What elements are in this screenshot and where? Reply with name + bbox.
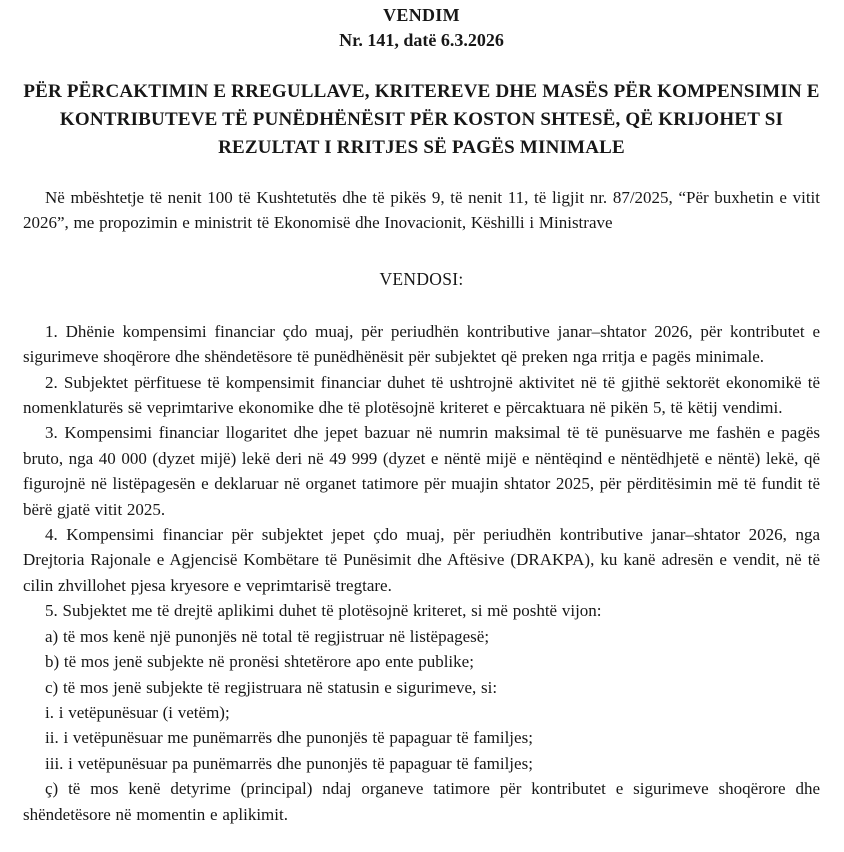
decision-item-4: 4. Kompensimi financiar për subjektet jepet çdo muaj, për periudhën kontributive janar–shtator 2026, nga Drejtoria Rajonale e Agjencisë Kombëtare të Punësimit dhe Aftësive (DRAKPA), ku kanë adresën e vendit, në të cilin zhvillohet pjesa kryesore e veprimtarisë tregtare. (23, 525, 820, 595)
decision-subitem-c: c) të mos jenë subjekte të regjistruara në statusin e sigurimeve, si: (45, 677, 498, 697)
decision-item-3: 3. Kompensimi financiar llogaritet dhe jepet bazuar në numrin maksimal të të punësuarve me fashën e pagës bruto, nga 40 000 (dyzet mijë) lekë deri në 49 999 (dyzet e nëntë mijë e nëntëqind e nëntëdhjetë e nëntë) lekë, që figurojnë në listëpagesën e deklaruar në organet tatimore për muajin shtator 2025, për përditësimin më të fundit të bërë gjatë vitit 2025. (23, 423, 820, 519)
decision-subitem-c-iii: iii. i vetëpunësuar pa punëmarrës dhe punonjës të papaguar të familjes; (45, 753, 533, 773)
decision-item-5: 5. Subjektet me të drejtë aplikimi duhet të plotësojnë kriteret, si më poshtë vijon: (45, 601, 602, 621)
decision-subitem-c-cedilla: ç) të mos kenë detyrime (principal) ndaj organeve tatimore për kontributet e sigurimeve shoqërore dhe shëndetësore në momentin e aplikimit. (23, 779, 820, 824)
decision-subitem-c-i: i. i vetëpunësuar (i vetëm); (45, 702, 230, 722)
decision-item-2: 2. Subjektet përfituese të kompensimit financiar duhet të ushtrojnë aktivitet në të gjithë sektorët ekonomikë të nomenklaturës së veprimtarive ekonomike dhe të plotësojnë kriteret e përcaktuara në pikën 5, të këtij vendimi. (23, 372, 820, 418)
decision-item-1: 1. Dhënie kompensimi financiar çdo muaj, për periudhën kontributive janar–shtator 2026, për kontributet e sigurimeve shoqërore dhe shëndetësore të punëdhënësit për subjektet që preken nga rritja e pagës minimale. (23, 321, 820, 367)
decision-title: PËR PËRCAKTIMIN E RREGULLAVE, KRITEREVE DHE MASËS PËR KOMPENSIMIN E KONTRIBUTEVE TË PUNËDHËNËSIT PËR KOSTON SHTESË, QË KRIJOHET SI REZULTAT I RRITJES SË PAGËS MINIMALE (23, 81, 820, 158)
decision-subitem-b: b) të mos jenë subjekte në pronësi shtetërore apo ente publike; (45, 652, 474, 672)
document-type-heading: VENDIM (383, 5, 460, 25)
decision-subitem-c-ii: ii. i vetëpunësuar me punëmarrës dhe punonjës të papaguar të familjes; (45, 728, 533, 748)
decision-number-date: Nr. 141, datë 6.3.2026 (339, 30, 504, 50)
preamble-paragraph: Në mbështetje të nenit 100 të Kushtetutës dhe të pikës 9, të nenit 11, të ligjit nr. 87/2025, “Për buxhetin e vitit 2026”, me propozimin e ministrit të Ekonomisë dhe Inovacionit, Këshilli i Ministrave (23, 188, 820, 233)
resolution-heading: VENDOSI: (379, 268, 464, 289)
decision-subitem-a: a) të mos kenë një punonjës në total të regjistruar në listëpagesë; (45, 626, 490, 646)
